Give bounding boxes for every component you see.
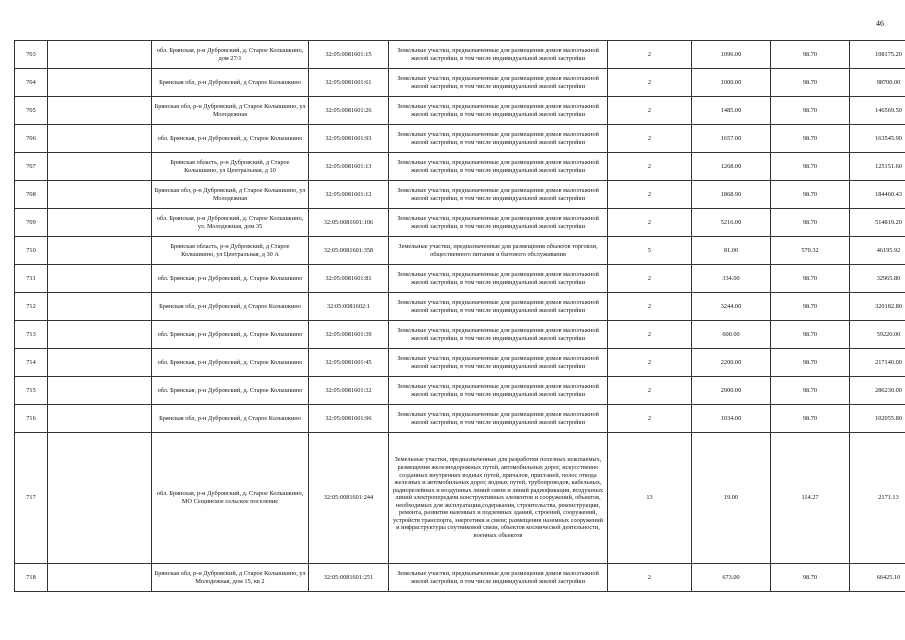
- area-cell: 2900.00: [692, 377, 771, 405]
- permitted-use-cell: Земельные участки, предназначенные для размещения домов малоэтажной жилой застройки, в том числе индивидуальной жилой застройки: [389, 321, 608, 349]
- cadastral-number-cell: 32:05:0081601:12: [309, 181, 389, 209]
- row-number-cell: 708: [15, 181, 48, 209]
- cadastral-number-cell: 32:05:0081602:1: [309, 293, 389, 321]
- cadastral-number-cell: 32:05:0081601:15: [309, 41, 389, 69]
- address-cell: обл. Брянская, р-н Дубровский, д. Старое Колышкино: [152, 125, 309, 153]
- cadastral-number-cell: 32:05:0081601:32: [309, 377, 389, 405]
- blank-cell: [48, 237, 152, 265]
- permitted-use-cell: Земельные участки, предназначенные для размещения домов малоэтажной жилой застройки, в том числе индивидуальной жилой застройки: [389, 209, 608, 237]
- permitted-use-cell: Земельные участки, предназначенные для размещения домов малоэтажной жилой застройки, в том числе индивидуальной жилой застройки: [389, 564, 608, 592]
- unit-price-cell: 98.70: [771, 293, 850, 321]
- category-code-cell: 2: [608, 349, 692, 377]
- address-cell: обл. Брянская, р-н Дубровский, д. Старое Колышкино: [152, 377, 309, 405]
- address-cell: Брянская обл, р-н Дубровский, д Старое Колышкино: [152, 293, 309, 321]
- permitted-use-cell: Земельные участки, предназначенные для размещения домов малоэтажной жилой застройки, в том числе индивидуальной жилой застройки: [389, 69, 608, 97]
- row-number-cell: 703: [15, 41, 48, 69]
- area-cell: 1485.00: [692, 97, 771, 125]
- blank-cell: [48, 293, 152, 321]
- cadastral-number-cell: 32:05:0081601:358: [309, 237, 389, 265]
- cadastral-value-cell: 98700.00: [850, 69, 905, 97]
- address-cell: Брянская обл, р-н Дубровский, д Старое Колышкино, ул Молодежная, дом 15, кв 2: [152, 564, 309, 592]
- area-cell: 673.00: [692, 564, 771, 592]
- unit-price-cell: 98.70: [771, 321, 850, 349]
- category-code-cell: 2: [608, 97, 692, 125]
- table-row: [15, 349, 905, 377]
- table-row: [15, 125, 905, 153]
- unit-price-cell: 98.70: [771, 125, 850, 153]
- unit-price-cell: 570.32: [771, 237, 850, 265]
- permitted-use-cell: Земельные участки, предназначенные для размещения домов малоэтажной жилой застройки, в том числе индивидуальной жилой застройки: [389, 181, 608, 209]
- table-row: [15, 209, 905, 237]
- address-cell: обл. Брянская, р-н Дубровский, д. Старое Колышкино: [152, 349, 309, 377]
- cadastral-value-cell: 163545.90: [850, 125, 905, 153]
- area-cell: 1657.00: [692, 125, 771, 153]
- unit-price-cell: 98.70: [771, 153, 850, 181]
- page-number: 46: [876, 19, 884, 28]
- area-cell: 334.00: [692, 265, 771, 293]
- area-cell: 1268.00: [692, 153, 771, 181]
- permitted-use-cell: Земельные участки, предназначенные для размещения домов малоэтажной жилой застройки, в том числе индивидуальной жилой застройки: [389, 125, 608, 153]
- address-cell: обл. Брянская, р-н Дубровский, д. Старое Колышкино, дом 27/1: [152, 41, 309, 69]
- row-number-cell: 704: [15, 69, 48, 97]
- cadastral-value-cell: 146569.50: [850, 97, 905, 125]
- category-code-cell: 2: [608, 209, 692, 237]
- address-cell: Брянская обл, р-н Дубровский, д Старое Колышкино, ул Молодежная: [152, 181, 309, 209]
- row-number-cell: 705: [15, 97, 48, 125]
- cadastral-number-cell: 32:05:0081601:39: [309, 321, 389, 349]
- cadastral-value-cell: 125151.60: [850, 153, 905, 181]
- unit-price-cell: 98.70: [771, 564, 850, 592]
- row-number-cell: 710: [15, 237, 48, 265]
- cadastral-number-cell: 32:05:0081601:106: [309, 209, 389, 237]
- category-code-cell: 2: [608, 405, 692, 433]
- blank-cell: [48, 433, 152, 564]
- blank-cell: [48, 209, 152, 237]
- table-row: [15, 41, 905, 69]
- area-cell: 1000.00: [692, 69, 771, 97]
- row-number-cell: 715: [15, 377, 48, 405]
- permitted-use-cell: Земельные участки, предназначенные для размещения домов малоэтажной жилой застройки, в том числе индивидуальной жилой застройки: [389, 349, 608, 377]
- category-code-cell: 2: [608, 564, 692, 592]
- table-row: [15, 321, 905, 349]
- area-cell: 1868.90: [692, 181, 771, 209]
- row-number-cell: 711: [15, 265, 48, 293]
- cadastral-number-cell: 32:05:0081601:26: [309, 97, 389, 125]
- area-cell: 1096.00: [692, 41, 771, 69]
- table-body: [15, 41, 905, 592]
- permitted-use-cell: Земельные участки, предназначенные для размещения объектов торговли, общественного питания и бытового обслуживания: [389, 237, 608, 265]
- category-code-cell: 2: [608, 181, 692, 209]
- unit-price-cell: 98.70: [771, 405, 850, 433]
- row-number-cell: 718: [15, 564, 48, 592]
- cadastral-number-cell: 32:05:0081601:61: [309, 69, 389, 97]
- category-code-cell: 2: [608, 293, 692, 321]
- cadastral-value-cell: 102055.80: [850, 405, 905, 433]
- permitted-use-cell: Земельные участки, предназначенные для размещения домов малоэтажной жилой застройки, в том числе индивидуальной жилой застройки: [389, 97, 608, 125]
- blank-cell: [48, 349, 152, 377]
- address-cell: Брянская обл, р-н Дубровский, д Старое Колышкино: [152, 405, 309, 433]
- cadastral-value-cell: 66425.10: [850, 564, 905, 592]
- area-cell: 1034.00: [692, 405, 771, 433]
- category-code-cell: 2: [608, 69, 692, 97]
- row-number-cell: 709: [15, 209, 48, 237]
- cadastral-value-cell: 32965.80: [850, 265, 905, 293]
- unit-price-cell: 98.70: [771, 349, 850, 377]
- address-cell: Брянская обл, р-н Дубровский, д Старое Колышкино: [152, 69, 309, 97]
- address-cell: обл. Брянская, р-н Дубровский, д. Старое Колышкино, МО Сещинское сельское поселение: [152, 433, 309, 564]
- table-row: [15, 405, 905, 433]
- cadastral-value-cell: 184460.43: [850, 181, 905, 209]
- address-cell: обл. Брянская, р-н Дубровский, д. Старое Колышкино: [152, 265, 309, 293]
- address-cell: Брянская область, р-н Дубровский, д Старое Колышкино, ул Центральная, д 30 А: [152, 237, 309, 265]
- row-number-cell: 714: [15, 349, 48, 377]
- cadastral-value-cell: 59220.00: [850, 321, 905, 349]
- row-number-cell: 707: [15, 153, 48, 181]
- table-row: [15, 97, 905, 125]
- category-code-cell: 2: [608, 377, 692, 405]
- table-row: [15, 181, 905, 209]
- cadastral-number-cell: 32:05:0081601:96: [309, 405, 389, 433]
- cadastral-value-cell: 217140.00: [850, 349, 905, 377]
- category-code-cell: 2: [608, 41, 692, 69]
- table-row: [15, 377, 905, 405]
- table-row: [15, 265, 905, 293]
- area-cell: 5216.00: [692, 209, 771, 237]
- permitted-use-cell: Земельные участки, предназначенные для размещения домов малоэтажной жилой застройки, в том числе индивидуальной жилой застройки: [389, 153, 608, 181]
- cadastral-number-cell: 32:05:0081601:45: [309, 349, 389, 377]
- address-cell: обл. Брянская, р-н Дубровский, д. Старое Колышкино, ул. Молодежная, дом 35: [152, 209, 309, 237]
- table-row: [15, 237, 905, 265]
- cadastral-number-cell: 32:05:0081601:244: [309, 433, 389, 564]
- blank-cell: [48, 405, 152, 433]
- category-code-cell: 2: [608, 125, 692, 153]
- row-number-cell: 716: [15, 405, 48, 433]
- row-number-cell: 713: [15, 321, 48, 349]
- cadastral-number-cell: 32:05:0081601:251: [309, 564, 389, 592]
- area-cell: 19.00: [692, 433, 771, 564]
- unit-price-cell: 98.70: [771, 97, 850, 125]
- row-number-cell: 712: [15, 293, 48, 321]
- cadastral-value-cell: 320182.80: [850, 293, 905, 321]
- permitted-use-cell: Земельные участки, предназначенные для размещения домов малоэтажной жилой застройки, в том числе индивидуальной жилой застройки: [389, 41, 608, 69]
- address-cell: Брянская обл, р-н Дубровский, д Старое Колышкино, ул Молодежная: [152, 97, 309, 125]
- category-code-cell: 2: [608, 265, 692, 293]
- unit-price-cell: 98.70: [771, 69, 850, 97]
- blank-cell: [48, 377, 152, 405]
- unit-price-cell: 98.70: [771, 209, 850, 237]
- unit-price-cell: 98.70: [771, 41, 850, 69]
- table-row: [15, 69, 905, 97]
- permitted-use-cell: Земельные участки, предназначенные для размещения домов малоэтажной жилой застройки, в том числе индивидуальной жилой застройки: [389, 293, 608, 321]
- category-code-cell: 2: [608, 321, 692, 349]
- unit-price-cell: 98.70: [771, 265, 850, 293]
- permitted-use-cell: Земельные участки, предназначенные для разработки полезных ископаемых, размещения железнодорожных путей, автомобильных дорог, искусственно созданных внутренних водных путей, причалов, пристаней, полос отвода железных и автомобильных дорог, водных путей, трубопроводов, кабельных, радиорелейных и воздушных линий связи и линий радиофикации, воздушных линий электропередачи конструктивных элементов и сооружений, объектов, необходимых для эксплуатации,содержания, строительства, реконструкции, ремонта, развития наземных и подземных зданий, строений, сооружений, устройств транспорта, энергетики и связи; размещения наземных сооружений и инфраструктуры спутниковой связи, объектов космической деятельности, военных объектов: [389, 433, 608, 564]
- area-cell: 2200.00: [692, 349, 771, 377]
- cadastral-value-cell: 108175.20: [850, 41, 905, 69]
- address-cell: Брянская область, р-н Дубровский, д Старое Колышкино, ул Центральная, д 10: [152, 153, 309, 181]
- permitted-use-cell: Земельные участки, предназначенные для размещения домов малоэтажной жилой застройки, в том числе индивидуальной жилой застройки: [389, 405, 608, 433]
- blank-cell: [48, 41, 152, 69]
- blank-cell: [48, 321, 152, 349]
- row-number-cell: 706: [15, 125, 48, 153]
- blank-cell: [48, 69, 152, 97]
- cadastral-number-cell: 32:05:0081601:93: [309, 125, 389, 153]
- address-cell: обл. Брянская, р-н Дубровский, д. Старое Колышкино: [152, 321, 309, 349]
- cadastral-value-cell: 514819.20: [850, 209, 905, 237]
- category-code-cell: 13: [608, 433, 692, 564]
- table-row: [15, 293, 905, 321]
- permitted-use-cell: Земельные участки, предназначенные для размещения домов малоэтажной жилой застройки, в том числе индивидуальной жилой застройки: [389, 265, 608, 293]
- blank-cell: [48, 153, 152, 181]
- blank-cell: [48, 125, 152, 153]
- unit-price-cell: 98.70: [771, 377, 850, 405]
- table-row: [15, 433, 905, 564]
- cadastral-number-cell: 32:05:0081601:81: [309, 265, 389, 293]
- blank-cell: [48, 265, 152, 293]
- category-code-cell: 5: [608, 237, 692, 265]
- cadastral-value-cell: 46195.92: [850, 237, 905, 265]
- blank-cell: [48, 97, 152, 125]
- table-row: [15, 153, 905, 181]
- unit-price-cell: 114.27: [771, 433, 850, 564]
- cadastral-value-cell: 2171.13: [850, 433, 905, 564]
- category-code-cell: 2: [608, 153, 692, 181]
- blank-cell: [48, 564, 152, 592]
- land-registry-table: [14, 40, 905, 592]
- area-cell: 81.00: [692, 237, 771, 265]
- unit-price-cell: 98.70: [771, 181, 850, 209]
- area-cell: 3244.00: [692, 293, 771, 321]
- table-row: [15, 564, 905, 592]
- blank-cell: [48, 181, 152, 209]
- area-cell: 600.00: [692, 321, 771, 349]
- row-number-cell: 717: [15, 433, 48, 564]
- cadastral-number-cell: 32:05:0081601:13: [309, 153, 389, 181]
- permitted-use-cell: Земельные участки, предназначенные для размещения домов малоэтажной жилой застройки, в том числе индивидуальной жилой застройки: [389, 377, 608, 405]
- cadastral-value-cell: 286230.00: [850, 377, 905, 405]
